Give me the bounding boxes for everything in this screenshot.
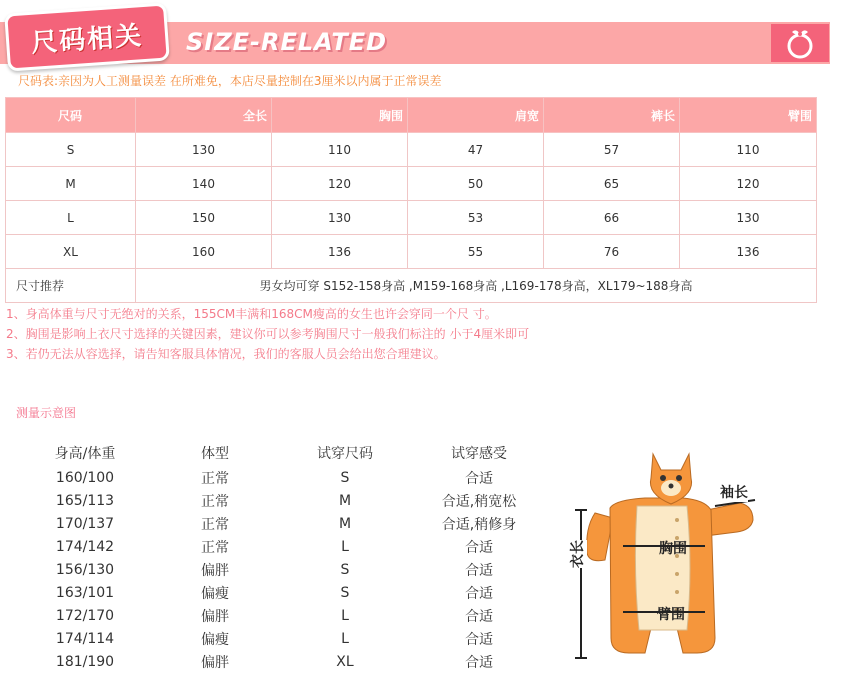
cell-length: 160 bbox=[136, 235, 272, 269]
fit-row bbox=[20, 581, 548, 604]
fit-feeling: 合适 bbox=[465, 470, 493, 487]
fit-header-size: 试穿尺码 bbox=[317, 446, 373, 462]
sleeve-label: 袖长 bbox=[720, 482, 748, 502]
rule-item: 2、胸围是影响上衣尺寸选择的关键因素，建议你可以参考胸围尺寸一般我们标注的 小于4厘米即可 bbox=[6, 327, 530, 341]
cell-size: XL bbox=[6, 235, 136, 269]
fit-body-type: 正常 bbox=[201, 516, 229, 533]
recommend-row bbox=[6, 269, 817, 303]
fit-row bbox=[20, 466, 548, 489]
fit-feeling: 合适 bbox=[465, 654, 493, 671]
fit-feeling: 合适 bbox=[465, 631, 493, 648]
rule-item: 1、身高体重与尺寸无绝对的关系，155CM丰满和168CM瘦高的女生也许会穿同一个尺 寸。 bbox=[6, 307, 497, 321]
fit-height-weight: 156/130 bbox=[55, 561, 115, 578]
fit-row bbox=[20, 650, 548, 673]
fit-header-feeling: 试穿感受 bbox=[451, 446, 507, 462]
recommend-text: 男女均可穿 S152-158身高 ,M159-168身高 ,L169-178身高，XL179~188身高 bbox=[136, 269, 817, 303]
cell-shoulder: 55 bbox=[408, 235, 544, 269]
fit-size: L bbox=[341, 607, 349, 624]
cell-chest: 136 bbox=[272, 235, 408, 269]
fit-body-type: 偏胖 bbox=[201, 562, 229, 579]
header-arm: 臂围 bbox=[680, 98, 817, 133]
fit-size: S bbox=[340, 584, 350, 601]
header-chest: 胸围 bbox=[272, 98, 408, 133]
fit-size: L bbox=[341, 538, 349, 555]
fit-row bbox=[20, 558, 548, 581]
cell-pants: 66 bbox=[544, 201, 680, 235]
fit-feeling: 合适 bbox=[465, 608, 493, 625]
header-title: SIZE-RELATED bbox=[186, 28, 388, 56]
fit-feeling: 合适,稍宽松 bbox=[441, 493, 517, 510]
fit-feeling: 合适 bbox=[465, 585, 493, 602]
header-shoulder: 肩宽 bbox=[408, 98, 544, 133]
table-row bbox=[6, 133, 817, 167]
size-table-note: 尺码表:亲因为人工测量误差 在所难免，本店尽量控制在3厘米以内属于正常误差 bbox=[18, 74, 442, 88]
fit-header-height-weight: 身高/体重 bbox=[54, 446, 116, 462]
fit-height-weight: 174/142 bbox=[55, 538, 115, 555]
cell-arm: 130 bbox=[680, 201, 817, 235]
cell-arm: 136 bbox=[680, 235, 817, 269]
cell-length: 140 bbox=[136, 167, 272, 201]
header-badge-text: 尺码相关 bbox=[30, 20, 145, 59]
fit-row bbox=[20, 512, 548, 535]
fit-size: M bbox=[338, 492, 352, 509]
fit-size: M bbox=[338, 515, 352, 532]
cell-size: M bbox=[6, 167, 136, 201]
fit-feeling: 合适 bbox=[465, 562, 493, 579]
logo bbox=[771, 24, 829, 62]
fit-table-header bbox=[20, 440, 548, 466]
fit-body-type: 偏瘦 bbox=[201, 631, 229, 648]
cell-shoulder: 47 bbox=[408, 133, 544, 167]
fit-body-type: 正常 bbox=[201, 539, 229, 556]
fit-size: L bbox=[341, 630, 349, 647]
fit-height-weight: 170/137 bbox=[55, 515, 115, 532]
fit-height-weight: 165/113 bbox=[55, 492, 115, 509]
fit-body-type: 偏瘦 bbox=[201, 585, 229, 602]
arm-label: 臂围 bbox=[657, 607, 685, 623]
size-table bbox=[5, 97, 817, 303]
fit-row bbox=[20, 604, 548, 627]
cell-pants: 76 bbox=[544, 235, 680, 269]
fit-header-body-type: 体型 bbox=[201, 446, 229, 462]
measure-diagram-label: 测量示意图 bbox=[16, 406, 77, 420]
length-label: 衣长 bbox=[567, 540, 587, 568]
fit-height-weight: 163/101 bbox=[55, 584, 115, 601]
fit-body-type: 偏胖 bbox=[201, 654, 229, 671]
cell-pants: 57 bbox=[544, 133, 680, 167]
recommend-label: 尺寸推荐 bbox=[6, 269, 136, 303]
fit-body-type: 偏胖 bbox=[201, 608, 229, 625]
chest-label: 胸围 bbox=[659, 541, 687, 557]
fit-size: S bbox=[340, 469, 350, 486]
size-rules bbox=[6, 304, 529, 364]
cell-size: L bbox=[6, 201, 136, 235]
fit-body-type: 正常 bbox=[201, 470, 229, 487]
measurement-figure bbox=[565, 448, 775, 668]
fit-size: S bbox=[340, 561, 350, 578]
cell-length: 130 bbox=[136, 133, 272, 167]
cell-length: 150 bbox=[136, 201, 272, 235]
fit-row bbox=[20, 489, 548, 512]
cell-arm: 110 bbox=[680, 133, 817, 167]
cell-chest: 110 bbox=[272, 133, 408, 167]
cell-shoulder: 53 bbox=[408, 201, 544, 235]
header-badge bbox=[4, 2, 170, 71]
cell-arm: 120 bbox=[680, 167, 817, 201]
size-table-header bbox=[6, 98, 817, 133]
header-length: 全长 bbox=[136, 98, 272, 133]
header-pants: 裤长 bbox=[544, 98, 680, 133]
header-size: 尺码 bbox=[6, 98, 136, 133]
cell-pants: 65 bbox=[544, 167, 680, 201]
cell-shoulder: 50 bbox=[408, 167, 544, 201]
cell-chest: 130 bbox=[272, 201, 408, 235]
fit-size: XL bbox=[336, 653, 354, 670]
table-row bbox=[6, 235, 817, 269]
fit-table bbox=[20, 440, 548, 673]
rule-item: 3、若仍无法从容选择，请告知客服具体情况，我们的客服人员会给出您合理建议。 bbox=[6, 347, 446, 361]
fit-height-weight: 174/114 bbox=[55, 630, 115, 647]
table-row bbox=[6, 201, 817, 235]
cell-chest: 120 bbox=[272, 167, 408, 201]
fit-row bbox=[20, 627, 548, 650]
fit-feeling: 合适,稍修身 bbox=[441, 516, 517, 533]
fit-height-weight: 160/100 bbox=[55, 469, 115, 486]
cell-size: S bbox=[6, 133, 136, 167]
fit-body-type: 正常 bbox=[201, 493, 229, 510]
table-row bbox=[6, 167, 817, 201]
fit-height-weight: 181/190 bbox=[55, 653, 115, 670]
bow-ring-icon bbox=[780, 26, 820, 60]
fit-height-weight: 172/170 bbox=[55, 607, 115, 624]
fox-onesie-illustration bbox=[565, 448, 775, 668]
fit-row bbox=[20, 535, 548, 558]
fit-feeling: 合适 bbox=[465, 539, 493, 556]
